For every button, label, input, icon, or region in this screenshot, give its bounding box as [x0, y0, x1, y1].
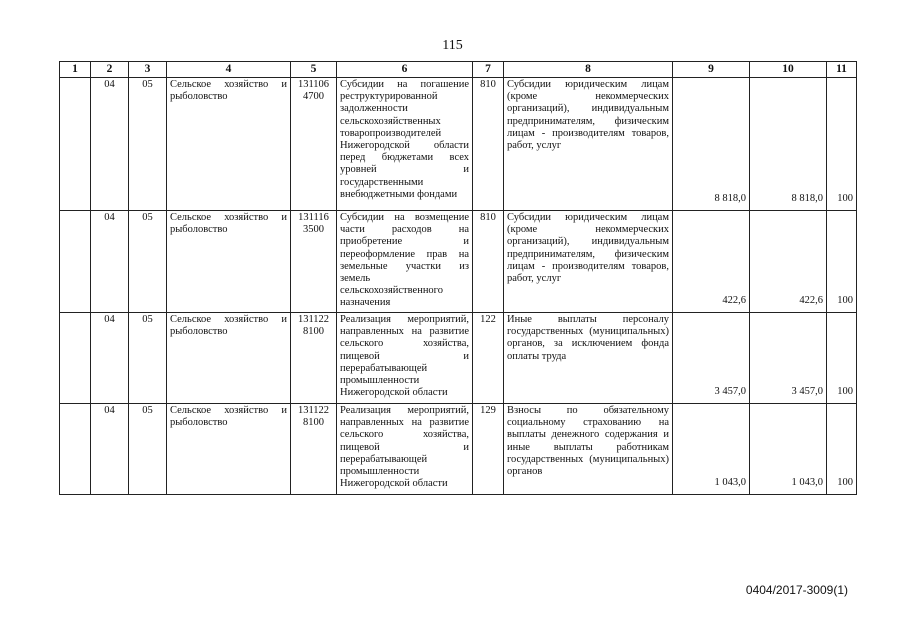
cell-index [60, 78, 91, 211]
cell-expense-code: 122 [473, 313, 504, 404]
cell-target-name: Субсидии на возмещение части расходов на приобретение и переоформление прав на земельные участки из земель сельскохозяйственного назначения [337, 211, 473, 313]
cell-expense-name: Взносы по обязательному социальному страхованию на выплаты денежного содержания и иные выплаты работникам государственных (муниципальных) органов [504, 404, 673, 495]
cell-amount-planned: 8 818,0 [673, 78, 750, 211]
col-header-2: 2 [91, 62, 129, 78]
cell-amount-actual: 422,6 [750, 211, 827, 313]
col-header-6: 6 [337, 62, 473, 78]
cell-expense-name: Субсидии юридическим лицам (кроме некоммерческих организаций), индивидуальным предпринимателям, физическим лицам - производителям товаров, работ, услуг [504, 211, 673, 313]
page-number: 115 [442, 38, 463, 53]
col-header-8: 8 [504, 62, 673, 78]
cell-amount-actual: 8 818,0 [750, 78, 827, 211]
col-header-4: 4 [167, 62, 291, 78]
col-header-9: 9 [673, 62, 750, 78]
cell-target-name: Реализация мероприятий, направленных на развитие сельского хозяйства, пищевой и перерабатывающей промышленности Нижегородской области [337, 404, 473, 495]
cell-expense-code: 810 [473, 78, 504, 211]
cell-percent: 100 [827, 211, 857, 313]
cell-target-code: 131106 4700 [291, 78, 337, 211]
cell-subsection: 05 [129, 313, 167, 404]
col-header-11: 11 [827, 62, 857, 78]
cell-index [60, 404, 91, 495]
cell-section-name: Сельское хозяйство и рыболовство [167, 404, 291, 495]
cell-index [60, 211, 91, 313]
cell-percent: 100 [827, 78, 857, 211]
cell-amount-planned: 3 457,0 [673, 313, 750, 404]
cell-subsection: 05 [129, 78, 167, 211]
document-code: 0404/2017-3009(1) [745, 583, 848, 597]
table-row [60, 404, 857, 495]
col-header-1: 1 [60, 62, 91, 78]
cell-section: 04 [91, 78, 129, 211]
cell-section: 04 [91, 404, 129, 495]
col-header-5: 5 [291, 62, 337, 78]
cell-section-name: Сельское хозяйство и рыболовство [167, 313, 291, 404]
cell-target-name: Субсидии на погашение реструктурированной задолженности сельскохозяйственных товаропроизводителей Нижегородской области перед бюджетами всех уровней и государственными внебюджетными фондами [337, 78, 473, 211]
cell-section: 04 [91, 211, 129, 313]
cell-expense-name: Иные выплаты персоналу государственных (муниципальных) органов, за исключением фонда оплаты труда [504, 313, 673, 404]
cell-expense-code: 810 [473, 211, 504, 313]
col-header-3: 3 [129, 62, 167, 78]
cell-target-code: 131122 8100 [291, 313, 337, 404]
cell-subsection: 05 [129, 404, 167, 495]
cell-section: 04 [91, 313, 129, 404]
cell-expense-code: 129 [473, 404, 504, 495]
cell-amount-actual: 3 457,0 [750, 313, 827, 404]
cell-amount-planned: 1 043,0 [673, 404, 750, 495]
cell-target-code: 131116 3500 [291, 211, 337, 313]
cell-subsection: 05 [129, 211, 167, 313]
table-row [60, 313, 857, 404]
col-header-10: 10 [750, 62, 827, 78]
col-header-7: 7 [473, 62, 504, 78]
table-row [60, 78, 857, 211]
cell-amount-planned: 422,6 [673, 211, 750, 313]
table-row [60, 211, 857, 313]
cell-section-name: Сельское хозяйство и рыболовство [167, 78, 291, 211]
cell-percent: 100 [827, 404, 857, 495]
cell-expense-name: Субсидии юридическим лицам (кроме некоммерческих организаций), индивидуальным предпринимателям, физическим лицам - производителям товаров, работ, услуг [504, 78, 673, 211]
header-row [60, 62, 857, 78]
cell-target-name: Реализация мероприятий, направленных на развитие сельского хозяйства, пищевой и перерабатывающей промышленности Нижегородской области [337, 313, 473, 404]
cell-amount-actual: 1 043,0 [750, 404, 827, 495]
cell-target-code: 131122 8100 [291, 404, 337, 495]
cell-percent: 100 [827, 313, 857, 404]
cell-index [60, 313, 91, 404]
budget-table [59, 61, 857, 495]
cell-section-name: Сельское хозяйство и рыболовство [167, 211, 291, 313]
